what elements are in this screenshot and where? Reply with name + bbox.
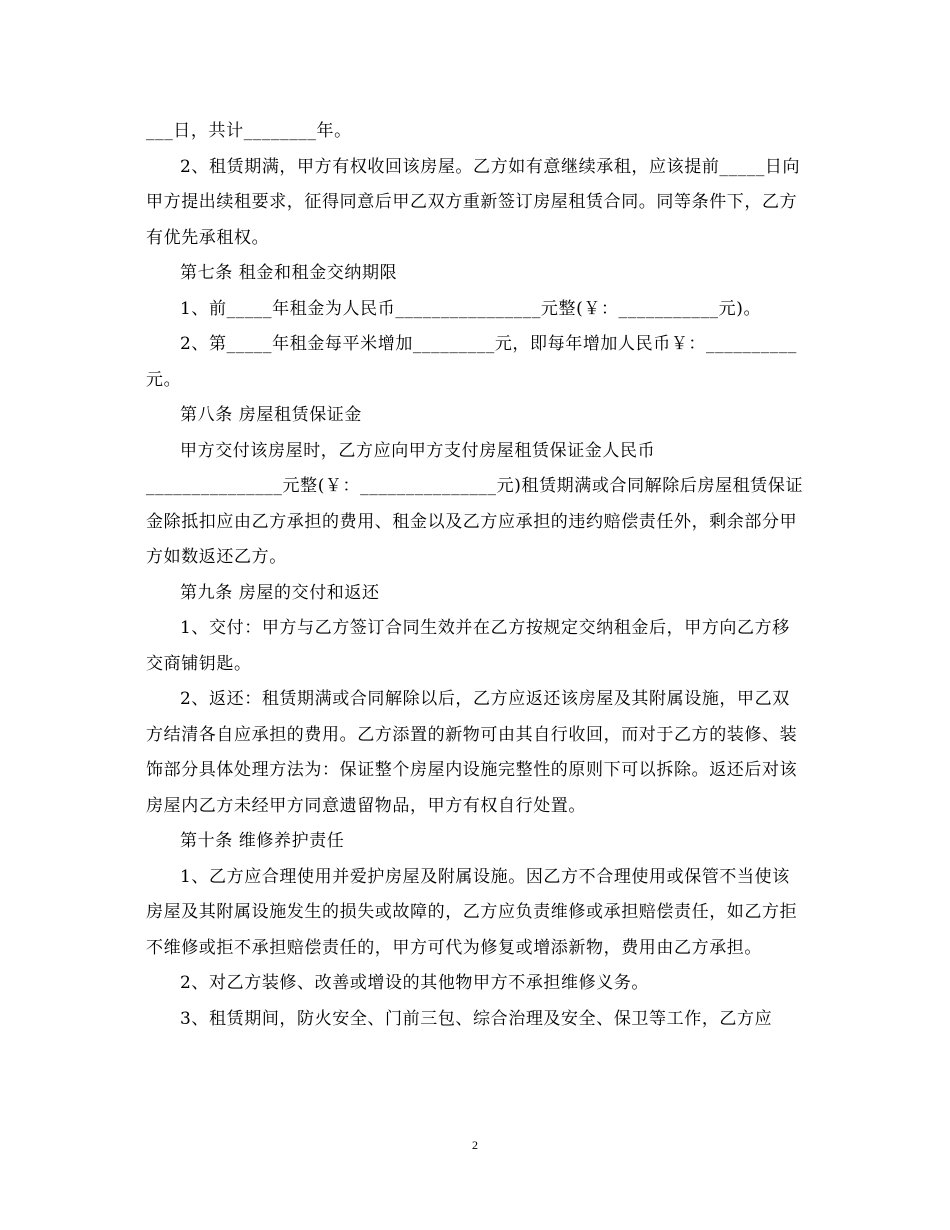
article-10-heading: 第十条 维修养护责任 <box>180 831 345 851</box>
paragraph-maintenance-1: 1、乙方应合理使用并爱护房屋及附属设施。因乙方不合理使用或保管不当使该房屋及其附属设施发生的损失或故障的，乙方应负责维修或承担赔偿责任，如乙方拒不维修或拒不承担赔偿责任的，甲方可代为修复或增添新物，费用由乙方承担。 <box>146 866 798 958</box>
paragraph-renewal: 2、租赁期满，甲方有权收回该房屋。乙方如有意继续承租，应该提前_____日向甲方提出续租要求，征得同意后甲乙双方重新签订房屋租赁合同。同等条件下，乙方有优先承租权。 <box>146 156 801 248</box>
document-body <box>146 114 806 1037</box>
paragraph-term-end: ___日，共计________年。 <box>146 121 352 141</box>
paragraph-maintenance-2: 2、对乙方装修、改善或增设的其他物甲方不承担维修义务。 <box>180 973 650 993</box>
article-8-heading: 第八条 房屋租赁保证金 <box>180 405 363 425</box>
paragraph-return: 2、返还：租赁期满或合同解除以后，乙方应返还该房屋及其附属设施，甲乙双方结清各自应承担的费用。乙方添置的新物可由其自行收回，而对于乙方的装修、装饰部分具体处理方法为：保证整个房屋内设施完整性的原则下可以拆除。返还后对该房屋内乙方未经甲方同意遗留物品，甲方有权自行处置。 <box>146 689 798 816</box>
paragraph-rent-initial: 1、前_____年租金为人民币________________元整(￥：___________元)。 <box>180 298 762 319</box>
article-9-heading: 第九条 房屋的交付和返还 <box>180 582 380 603</box>
paragraph-deposit-terms: _______________元整(￥：_______________元)租赁期满或合同解除后房屋租赁保证金除抵扣应由乙方承担的费用、租金以及乙方应承担的违约赔偿责任外，剩余部分甲方如数返还乙方。 <box>146 476 804 567</box>
paragraph-maintenance-3: 3、租赁期间，防火安全、门前三包、综合治理及安全、保卫等工作，乙方应 <box>180 1008 773 1029</box>
paragraph-delivery: 1、交付：甲方与乙方签订合同生效并在乙方按规定交纳租金后，甲方向乙方移交商铺钥匙。 <box>146 618 790 674</box>
paragraph-rent-increase: 2、第_____年租金每平米增加_________元，即每年增加人民币￥：__________元。 <box>146 334 798 390</box>
article-7-heading: 第七条 租金和租金交纳期限 <box>180 263 398 283</box>
page-number: 2 <box>472 1138 478 1152</box>
paragraph-deposit-intro: 甲方交付该房屋时，乙方应向甲方支付房屋租赁保证金人民币 <box>180 440 656 461</box>
